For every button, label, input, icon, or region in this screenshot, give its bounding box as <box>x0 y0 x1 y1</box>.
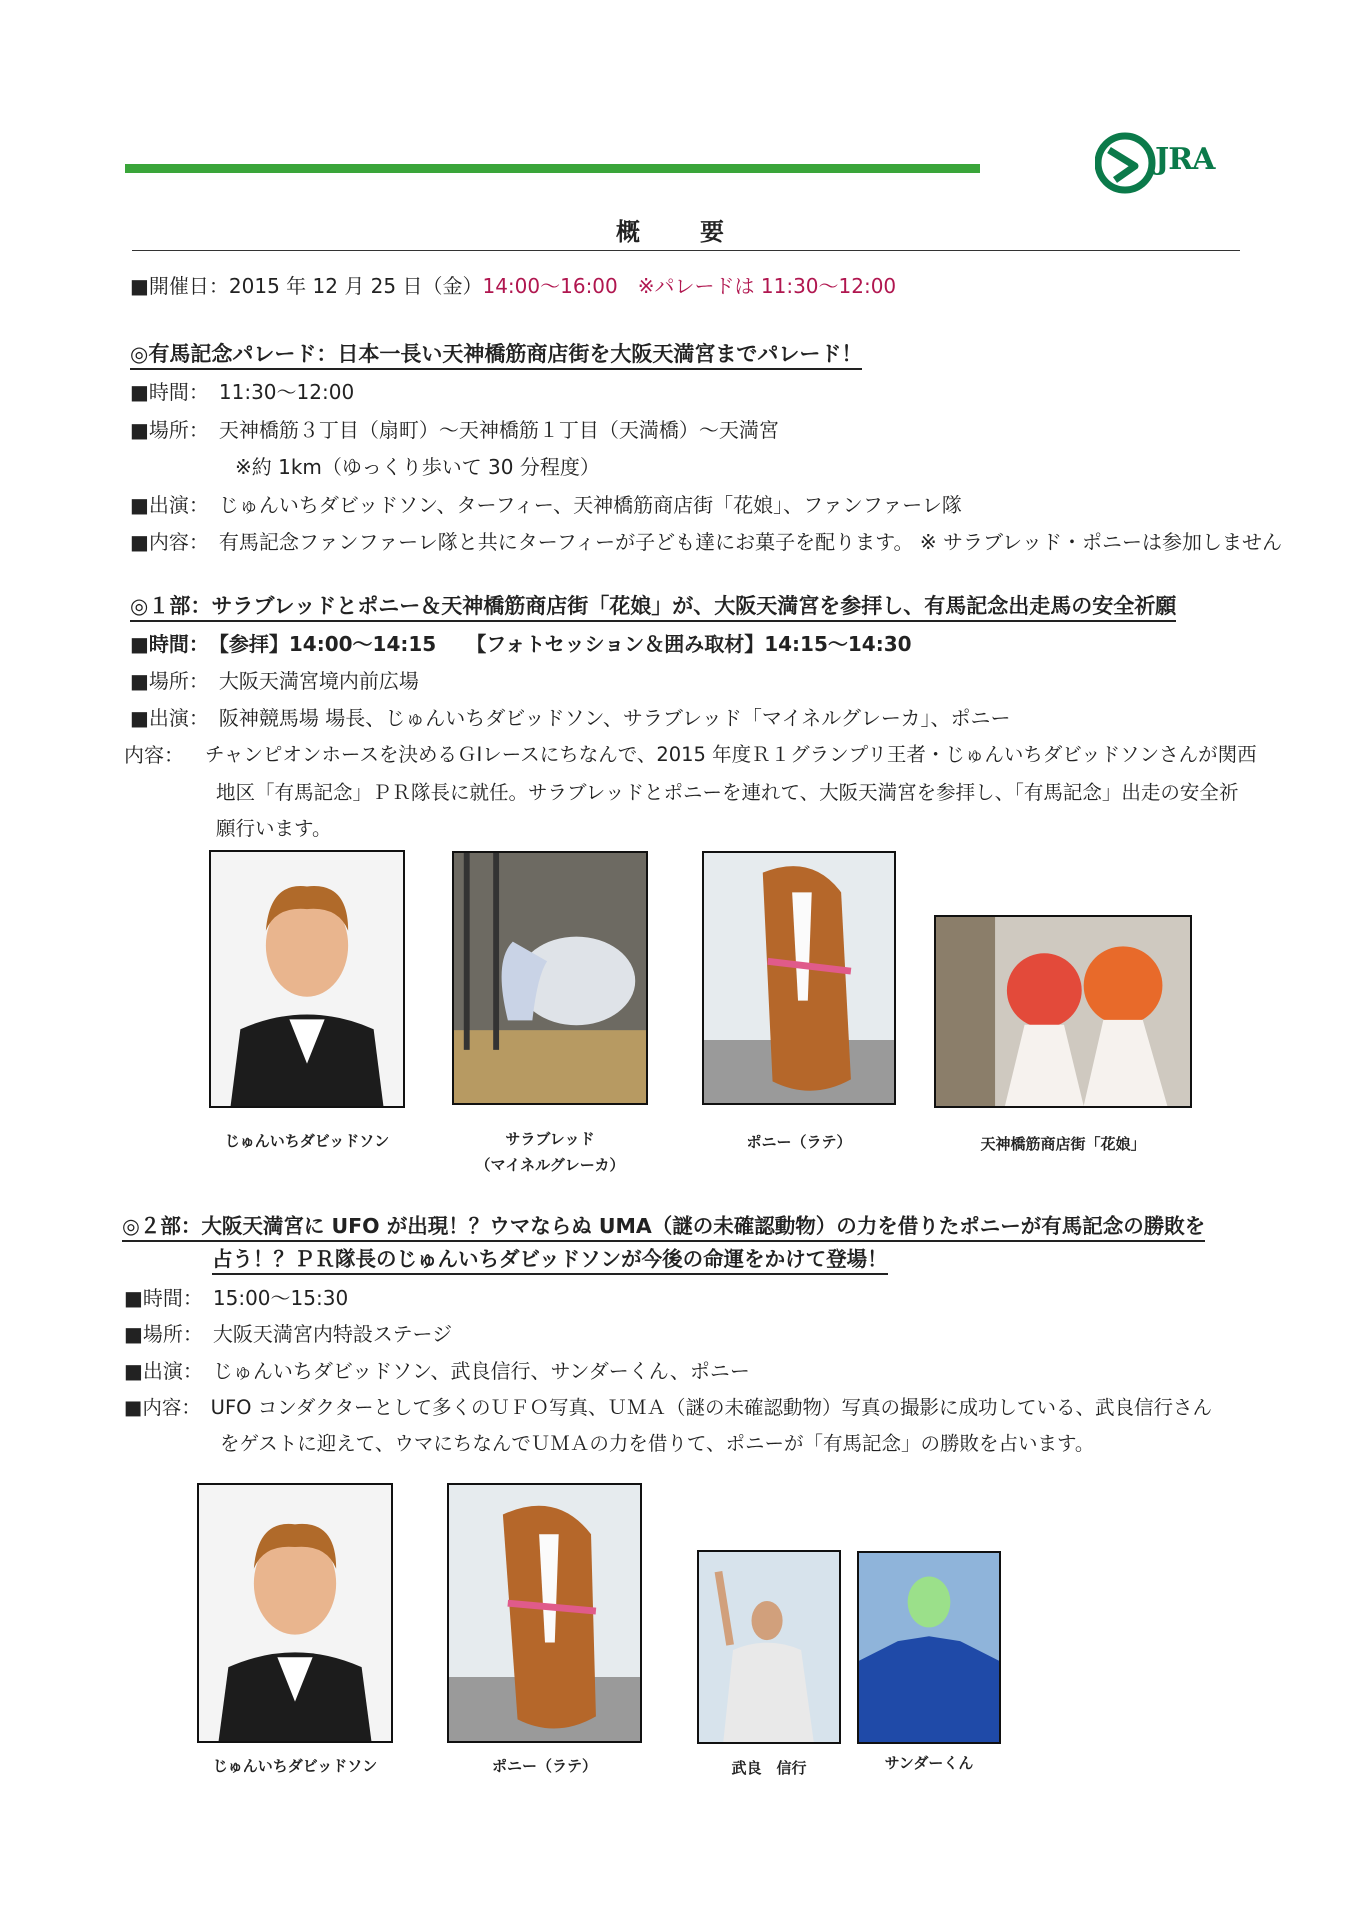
parade-content: ■内容： 有馬記念ファンファーレ隊と共にターフィーが子ども達にお菓子を配ります。 ※ サラブレッド・ポニーは参加しません <box>130 530 1282 554</box>
caption-thunder-kun: サンダーくん <box>884 1754 974 1772</box>
parade-heading: ◎有馬記念パレード：日本一長い天神橋筋商店街を大阪天満宮までパレード！ <box>130 340 862 370</box>
part2-heading: ◎２部：大阪天満宮に UFO が出現！？ウマならぬ UMA（謎の未確認動物）の力を借りたポニーが有馬記念の勝敗を <box>122 1212 1205 1242</box>
part2-place: ■場所： 大阪天満宮内特設ステージ <box>124 1322 453 1346</box>
part2-heading-cont: 占う！？ＰＲ隊長のじゅんいちダビッドソンが今後の命運をかけて登場！ <box>212 1245 888 1275</box>
caption-mura-nobuyuki: 武良 信行 <box>731 1759 807 1777</box>
photo-junichi-davidson <box>209 850 405 1108</box>
title-divider <box>132 250 1240 251</box>
part1-cast: ■出演： 阪神競馬場 場長、じゅんいちダビッドソン、サラブレッド「マイネルグレーカ」、ポニー <box>130 706 1011 730</box>
photo-pony-latte-2 <box>447 1483 642 1743</box>
parade-time: ■時間： 11:30～12:00 <box>130 380 355 404</box>
page-title: 概 要 <box>616 218 742 246</box>
caption-hanamusume: 天神橋筋商店街「花娘」 <box>980 1135 1146 1153</box>
caption-thoroughbred-name: （マイネルグレーカ） <box>475 1156 625 1174</box>
caption-junichi-davidson: じゅんいちダビッドソン <box>224 1132 390 1150</box>
logo-text: JRA <box>1155 142 1215 177</box>
part1-content-line: 地区「有馬記念」ＰＲ隊長に就任。サラブレッドとポニーを連れて、大阪天満宮を参拝し、「有馬記念」出走の安全祈 <box>216 781 1239 804</box>
part1-time: ■時間： 【参拝】14:00～14:15 【フォトセッション＆囲み取材】14:15～14:30 <box>130 632 912 656</box>
photo-thoroughbred <box>452 851 648 1105</box>
parade-place-note: ※約 1km（ゆっくり歩いて 30 分程度） <box>235 455 600 479</box>
event-date-line <box>130 272 896 300</box>
part2-content-cont: をゲストに迎えて、ウマにちなんでＵＭＡの力を借りて、ポニーが「有馬記念」の勝敗を占います。 <box>220 1432 1095 1455</box>
event-date-note: ※パレードは 11:30～12:00 <box>637 274 897 298</box>
parade-place: ■場所： 天神橋筋３丁目（扇町）～天神橋筋１丁目（天満橋）～天満宮 <box>130 418 779 442</box>
photo-junichi-davidson-2 <box>197 1483 393 1743</box>
part2-content: ■内容： UFO コンダクターとして多くのＵＦＯ写真、ＵＭＡ（謎の未確認動物）写真の撮影に成功している、武良信行さん <box>124 1396 1213 1419</box>
caption-junichi-davidson-2: じゅんいちダビッドソン <box>212 1757 378 1775</box>
caption-thoroughbred: サラブレッド <box>505 1130 595 1148</box>
photo-hanamusume <box>934 915 1192 1108</box>
part2-cast: ■出演： じゅんいちダビッドソン、武良信行、サンダーくん、ポニー <box>124 1359 750 1383</box>
part1-content-label: 内容： <box>124 743 184 767</box>
parade-cast: ■出演： じゅんいちダビッドソン、ターフィー、天神橋筋商店街「花娘」、ファンファーレ隊 <box>130 493 962 517</box>
part1-content-line: 願行います。 <box>216 817 332 840</box>
part1-heading: ◎１部：サラブレッドとポニー＆天神橋筋商店街「花娘」が、大阪天満宮を参拝し、有馬記念出走馬の安全祈願 <box>130 592 1176 622</box>
header-green-bar <box>125 164 980 173</box>
jra-logo <box>1095 128 1255 198</box>
event-date-time: 14:00～16:00 <box>482 274 618 298</box>
photo-thunder-kun <box>857 1551 1001 1744</box>
caption-pony-latte-2: ポニー（ラテ） <box>491 1757 597 1775</box>
part2-time: ■時間： 15:00～15:30 <box>124 1286 349 1310</box>
event-date-label: ■開催日：2015 年 12 月 25 日（金） <box>130 274 483 298</box>
caption-pony-latte: ポニー（ラテ） <box>746 1133 852 1151</box>
photo-mura-nobuyuki <box>697 1550 841 1744</box>
part1-place: ■場所： 大阪天満宮境内前広場 <box>130 669 419 693</box>
photo-pony-latte <box>702 851 896 1105</box>
part1-content-line: チャンピオンホースを決めるＧⅠレースにちなんで、2015 年度Ｒ１グランプリ王者・じゅんいちダビッドソンさんが関西 <box>205 743 1257 766</box>
